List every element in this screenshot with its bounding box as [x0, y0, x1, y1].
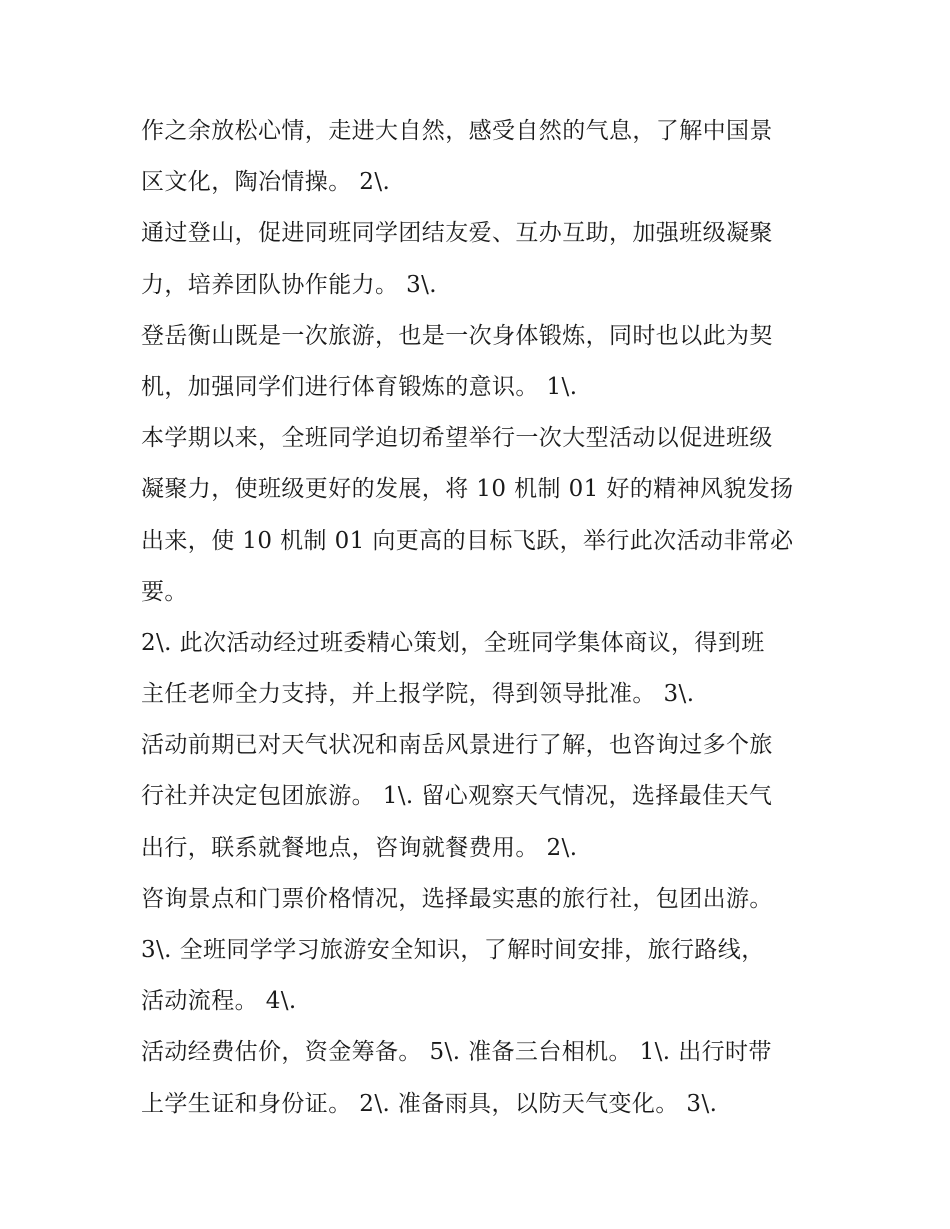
- text-line: 活动经费估价，资金筹备。 5\. 准备三台相机。 1\. 出行时带: [141, 1039, 772, 1066]
- text-line: 上学生证和身份证。 2\. 准备雨具，以防天气变化。 3\.: [141, 1090, 718, 1117]
- text-line: 活动流程。 4\.: [141, 988, 297, 1015]
- text-line: 主任老师全力支持，并上报学院，得到领导批准。 3\.: [141, 681, 695, 708]
- body-text: [141, 106, 821, 1130]
- text-line: 要。: [141, 578, 188, 605]
- text-line: 2\. 此次活动经过班委精心策划，全班同学集体商议，得到班: [141, 629, 765, 656]
- text-line: 机，加强同学们进行体育锻炼的意识。 1\.: [141, 373, 578, 400]
- text-line: 本学期以来，全班同学迫切希望举行一次大型活动以促进班级: [141, 425, 773, 452]
- text-line: 活动前期已对天气状况和南岳风景进行了解，也咨询过多个旅: [141, 732, 773, 759]
- text-line: 出来，使 10 机制 01 向更高的目标飞跃，举行此次活动非常必: [141, 527, 794, 554]
- text-line: 区文化，陶冶情操。 2\.: [141, 169, 391, 196]
- text-line: 行社并决定包团旅游。 1\. 留心观察天气情况，选择最佳天气: [141, 783, 773, 810]
- text-line: 登岳衡山既是一次旅游，也是一次身体锻炼，同时也以此为契: [141, 322, 773, 349]
- text-line: 力，培养团队协作能力。 3\.: [141, 271, 438, 298]
- text-line: 咨询景点和门票价格情况，选择最实惠的旅行社，包团出游。: [141, 885, 773, 912]
- text-line: 作之余放松心情，走进大自然，感受自然的气息，了解中国景: [141, 118, 773, 144]
- text-line: 通过登山，促进同班同学团结友爱、互办互助，加强班级凝聚: [141, 220, 773, 247]
- text-line: 出行，联系就餐地点，咨询就餐费用。 2\.: [141, 834, 578, 861]
- text-line: 3\. 全班同学学习旅游安全知识，了解时间安排，旅行路线，: [141, 937, 765, 963]
- text-line: 凝聚力，使班级更好的发展，将 10 机制 01 好的精神风貌发扬: [141, 476, 794, 503]
